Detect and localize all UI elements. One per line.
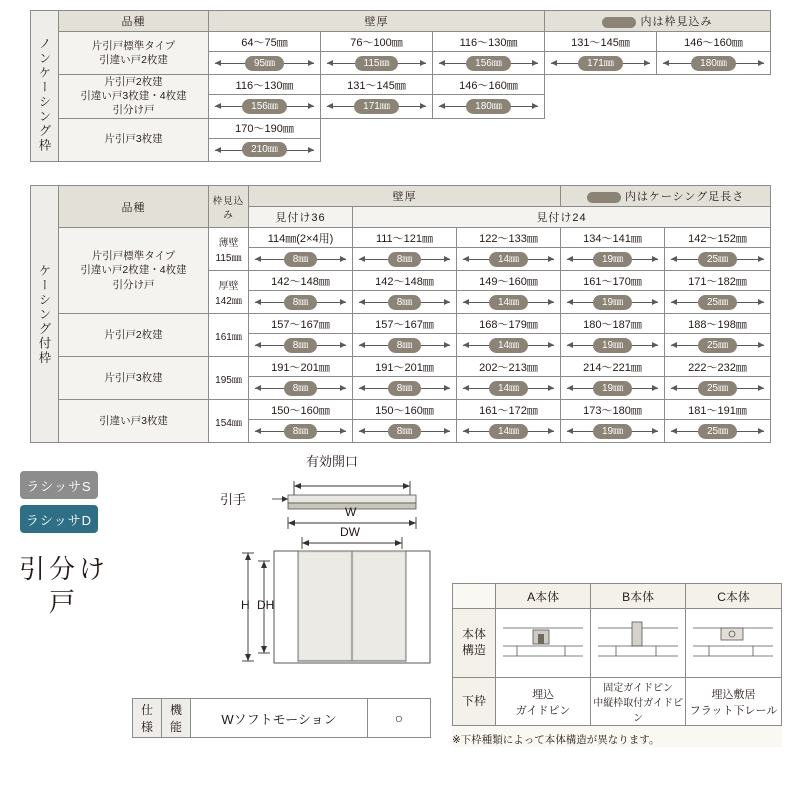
range-c1-3: 122〜133㎜: [457, 228, 561, 248]
blank-3-4: [545, 118, 657, 161]
value-2-1: [209, 95, 321, 118]
lower-frame-a: 埋込 ガイドピン: [496, 678, 591, 726]
value-c2-1: [249, 291, 353, 314]
col-header-wall-thickness: 壁厚: [209, 11, 545, 32]
range-2-3: 146〜160㎜: [433, 75, 545, 95]
range-2-1: 116〜130㎜: [209, 75, 321, 95]
pill-c1-1: 8㎜: [284, 252, 318, 267]
body-col-b: B本体: [591, 584, 686, 609]
door-elevation-drawing: [202, 453, 452, 683]
value-c5-5: [665, 420, 771, 443]
range-c4-3: 202〜213㎜: [457, 357, 561, 377]
section1-row-label: ノンケーシング枠: [37, 37, 51, 153]
casing-frame-section: [30, 185, 770, 443]
value-c3-4: [561, 334, 665, 357]
row-name-c5: 引違い戸3枚建: [59, 400, 209, 443]
value-c2-4: [561, 291, 665, 314]
value-c3-3: [457, 334, 561, 357]
sub-header-right: 見付け24: [353, 207, 771, 228]
value-1-5: [657, 52, 771, 75]
pill-c1-4: 19㎜: [593, 252, 632, 267]
spec-mark: ○: [368, 699, 431, 738]
col-header-product-2: 品種: [59, 186, 209, 228]
body-footnote: ※下枠種類によって本体構造が異なります。: [452, 734, 660, 746]
row-name-1: 片引戸標準タイプ 引違い戸2枚建: [59, 32, 209, 75]
value-c1-4: [561, 248, 665, 271]
pill-c4-5: 25㎜: [698, 381, 737, 396]
range-c5-4: 173〜180㎜: [561, 400, 665, 420]
non-casing-table: [30, 10, 771, 162]
spec-table-wrap: [132, 698, 431, 738]
col-header-note: [545, 11, 771, 32]
value-c4-3: [457, 377, 561, 400]
casing-table: [30, 185, 771, 443]
pill-c2-5: 25㎜: [698, 295, 737, 310]
value-3-1: [209, 138, 321, 161]
spec-feature: Wソフトモーション: [191, 699, 368, 738]
range-1-1: 64〜75㎜: [209, 32, 321, 52]
pill-c2-1: 8㎜: [284, 295, 318, 310]
pill-c3-3: 14㎜: [489, 338, 528, 353]
value-c1-5: [665, 248, 771, 271]
pill-c1-5: 25㎜: [698, 252, 737, 267]
value-c3-5: [665, 334, 771, 357]
series-tags: [20, 471, 98, 533]
product-title: [16, 553, 112, 618]
pill-c3-5: 25㎜: [698, 338, 737, 353]
value-c3-2: [353, 334, 457, 357]
pill-2-2: 171㎜: [354, 99, 399, 114]
range-c3-4: 180〜187㎜: [561, 314, 665, 334]
col-header-note-2: [561, 186, 771, 207]
pill-2-1: 156㎜: [242, 99, 287, 114]
value-c5-4: [561, 420, 665, 443]
range-c1-4: 134〜141㎜: [561, 228, 665, 248]
depth-c1: 薄壁 115㎜: [209, 228, 249, 271]
range-c3-5: 188〜198㎜: [665, 314, 771, 334]
range-c5-1: 150〜160㎜: [249, 400, 353, 420]
range-c5-3: 161〜172㎜: [457, 400, 561, 420]
spec-label-func: 機能: [162, 699, 191, 738]
row-name-c1: 片引戸標準タイプ 引違い戸2枚建・4枚建 引分け戸: [59, 228, 209, 314]
label-h: H: [241, 598, 250, 612]
value-c1-2: [353, 248, 457, 271]
range-1-5: 146〜160㎜: [657, 32, 771, 52]
pill-c4-1: 8㎜: [284, 381, 318, 396]
depth-c2: 厚壁 142㎜: [209, 271, 249, 314]
pill-c5-5: 25㎜: [698, 424, 737, 439]
legend-text-2: 内はケーシング足長さ: [624, 191, 745, 203]
pill-c2-4: 19㎜: [593, 295, 632, 310]
pill-3-1: 210㎜: [242, 142, 287, 157]
product-title-text: 引分け戸: [18, 554, 109, 617]
value-c5-3: [457, 420, 561, 443]
range-c3-3: 168〜179㎜: [457, 314, 561, 334]
label-dw: DW: [340, 525, 360, 539]
blank-2-5: [657, 75, 771, 119]
depth-c5: 154㎜: [209, 400, 249, 443]
pill-c2-3: 14㎜: [489, 295, 528, 310]
pill-c4-3: 14㎜: [489, 381, 528, 396]
body-diagram-b: [591, 609, 686, 678]
body-structure-table: [452, 583, 782, 726]
value-2-3: [433, 95, 545, 118]
range-c1-1: 114㎜(2×4用): [249, 228, 353, 248]
value-c4-4: [561, 377, 665, 400]
range-c2-4: 161〜170㎜: [561, 271, 665, 291]
body-row-structure: 本体 構造: [453, 609, 496, 678]
value-1-2: [321, 52, 433, 75]
value-c4-1: [249, 377, 353, 400]
lower-frame-b: 固定ガイドピン 中縦枠取付ガイドピン: [591, 678, 686, 726]
range-c3-2: 157〜167㎜: [353, 314, 457, 334]
pill-c5-2: 8㎜: [388, 424, 422, 439]
non-casing-frame-section: [30, 10, 770, 162]
section2-row-label: ケーシング付枠: [37, 264, 51, 366]
range-c4-4: 214〜221㎜: [561, 357, 665, 377]
legend-pill: [602, 17, 636, 28]
pill-c1-2: 8㎜: [388, 252, 422, 267]
range-c3-1: 157〜167㎜: [249, 314, 353, 334]
col-header-wall-thickness-2: 壁厚: [249, 186, 561, 207]
pill-1-3: 156㎜: [466, 56, 511, 71]
pill-c3-1: 8㎜: [284, 338, 318, 353]
body-diagram-a: [496, 609, 591, 678]
range-c4-1: 191〜201㎜: [249, 357, 353, 377]
row-name-c4: 片引戸3枚建: [59, 357, 209, 400]
body-col-a: A本体: [496, 584, 591, 609]
tag-lasissa-s[interactable]: ラシッサS: [20, 471, 98, 499]
value-1-3: [433, 52, 545, 75]
value-c2-5: [665, 291, 771, 314]
body-diagram-c: [686, 609, 782, 678]
pill-1-1: 95㎜: [245, 56, 284, 71]
product-illustration-section: [12, 443, 788, 788]
label-w: W: [345, 505, 357, 519]
range-c4-2: 191〜201㎜: [353, 357, 457, 377]
range-c4-5: 222〜232㎜: [665, 357, 771, 377]
value-c5-1: [249, 420, 353, 443]
legend-pill-2: [587, 192, 621, 203]
blank-3-2: [321, 118, 433, 161]
range-c5-5: 181〜191㎜: [665, 400, 771, 420]
range-3-1: 170〜190㎜: [209, 118, 321, 138]
label-handle: 引手: [220, 492, 247, 507]
value-c3-1: [249, 334, 353, 357]
range-1-4: 131〜145㎜: [545, 32, 657, 52]
pill-c5-1: 8㎜: [284, 424, 318, 439]
range-c2-3: 149〜160㎜: [457, 271, 561, 291]
range-c1-2: 111〜121㎜: [353, 228, 457, 248]
value-2-2: [321, 95, 433, 118]
range-c1-5: 142〜152㎜: [665, 228, 771, 248]
label-opening: 有効開口: [306, 454, 359, 469]
range-c5-2: 150〜160㎜: [353, 400, 457, 420]
range-1-2: 76〜100㎜: [321, 32, 433, 52]
pill-c1-3: 14㎜: [489, 252, 528, 267]
pill-1-2: 115㎜: [355, 56, 399, 71]
pill-c4-2: 8㎜: [388, 381, 422, 396]
pill-c3-4: 19㎜: [593, 338, 632, 353]
legend-text: 内は枠見込み: [640, 16, 713, 28]
sub-header-left: 見付け36: [249, 207, 353, 228]
pill-c5-4: 19㎜: [593, 424, 632, 439]
value-c1-1: [249, 248, 353, 271]
value-1-1: [209, 52, 321, 75]
body-structure-panel: [452, 583, 782, 747]
body-col-c: C本体: [686, 584, 782, 609]
range-c2-2: 142〜148㎜: [353, 271, 457, 291]
value-c1-3: [457, 248, 561, 271]
pill-c2-2: 8㎜: [388, 295, 422, 310]
col-header-product: 品種: [59, 11, 209, 32]
label-dh: DH: [257, 598, 275, 612]
spec-table: [132, 698, 431, 738]
pill-1-4: 171㎜: [578, 56, 623, 71]
pill-c4-4: 19㎜: [593, 381, 632, 396]
col-header-frame-depth: 枠見込み: [209, 186, 249, 228]
row-name-2: 片引戸2枚建 引違い戸3枚建・4枚建 引分け戸: [59, 75, 209, 119]
row-name-c3: 片引戸2枚建: [59, 314, 209, 357]
blank-2-4: [545, 75, 657, 119]
pill-1-5: 180㎜: [691, 56, 736, 71]
pill-c5-3: 14㎜: [489, 424, 528, 439]
value-c5-2: [353, 420, 457, 443]
value-c2-3: [457, 291, 561, 314]
body-row-lower-frame: 下枠: [453, 678, 496, 726]
pill-2-3: 180㎜: [466, 99, 511, 114]
value-c4-2: [353, 377, 457, 400]
blank-3-3: [433, 118, 545, 161]
spec-label-spec: 仕様: [133, 699, 162, 738]
pill-c3-2: 8㎜: [388, 338, 422, 353]
tag-lasissa-d[interactable]: ラシッサD: [20, 505, 98, 533]
range-c2-1: 142〜148㎜: [249, 271, 353, 291]
blank-3-5: [657, 118, 771, 161]
depth-c4: 195㎜: [209, 357, 249, 400]
depth-c3: 161㎜: [209, 314, 249, 357]
range-1-3: 116〜130㎜: [433, 32, 545, 52]
range-c2-5: 171〜182㎜: [665, 271, 771, 291]
value-c2-2: [353, 291, 457, 314]
value-c4-5: [665, 377, 771, 400]
range-2-2: 131〜145㎜: [321, 75, 433, 95]
lower-frame-c: 埋込敷居 フラット下レール: [686, 678, 782, 726]
value-1-4: [545, 52, 657, 75]
row-name-3: 片引戸3枚建: [59, 118, 209, 161]
